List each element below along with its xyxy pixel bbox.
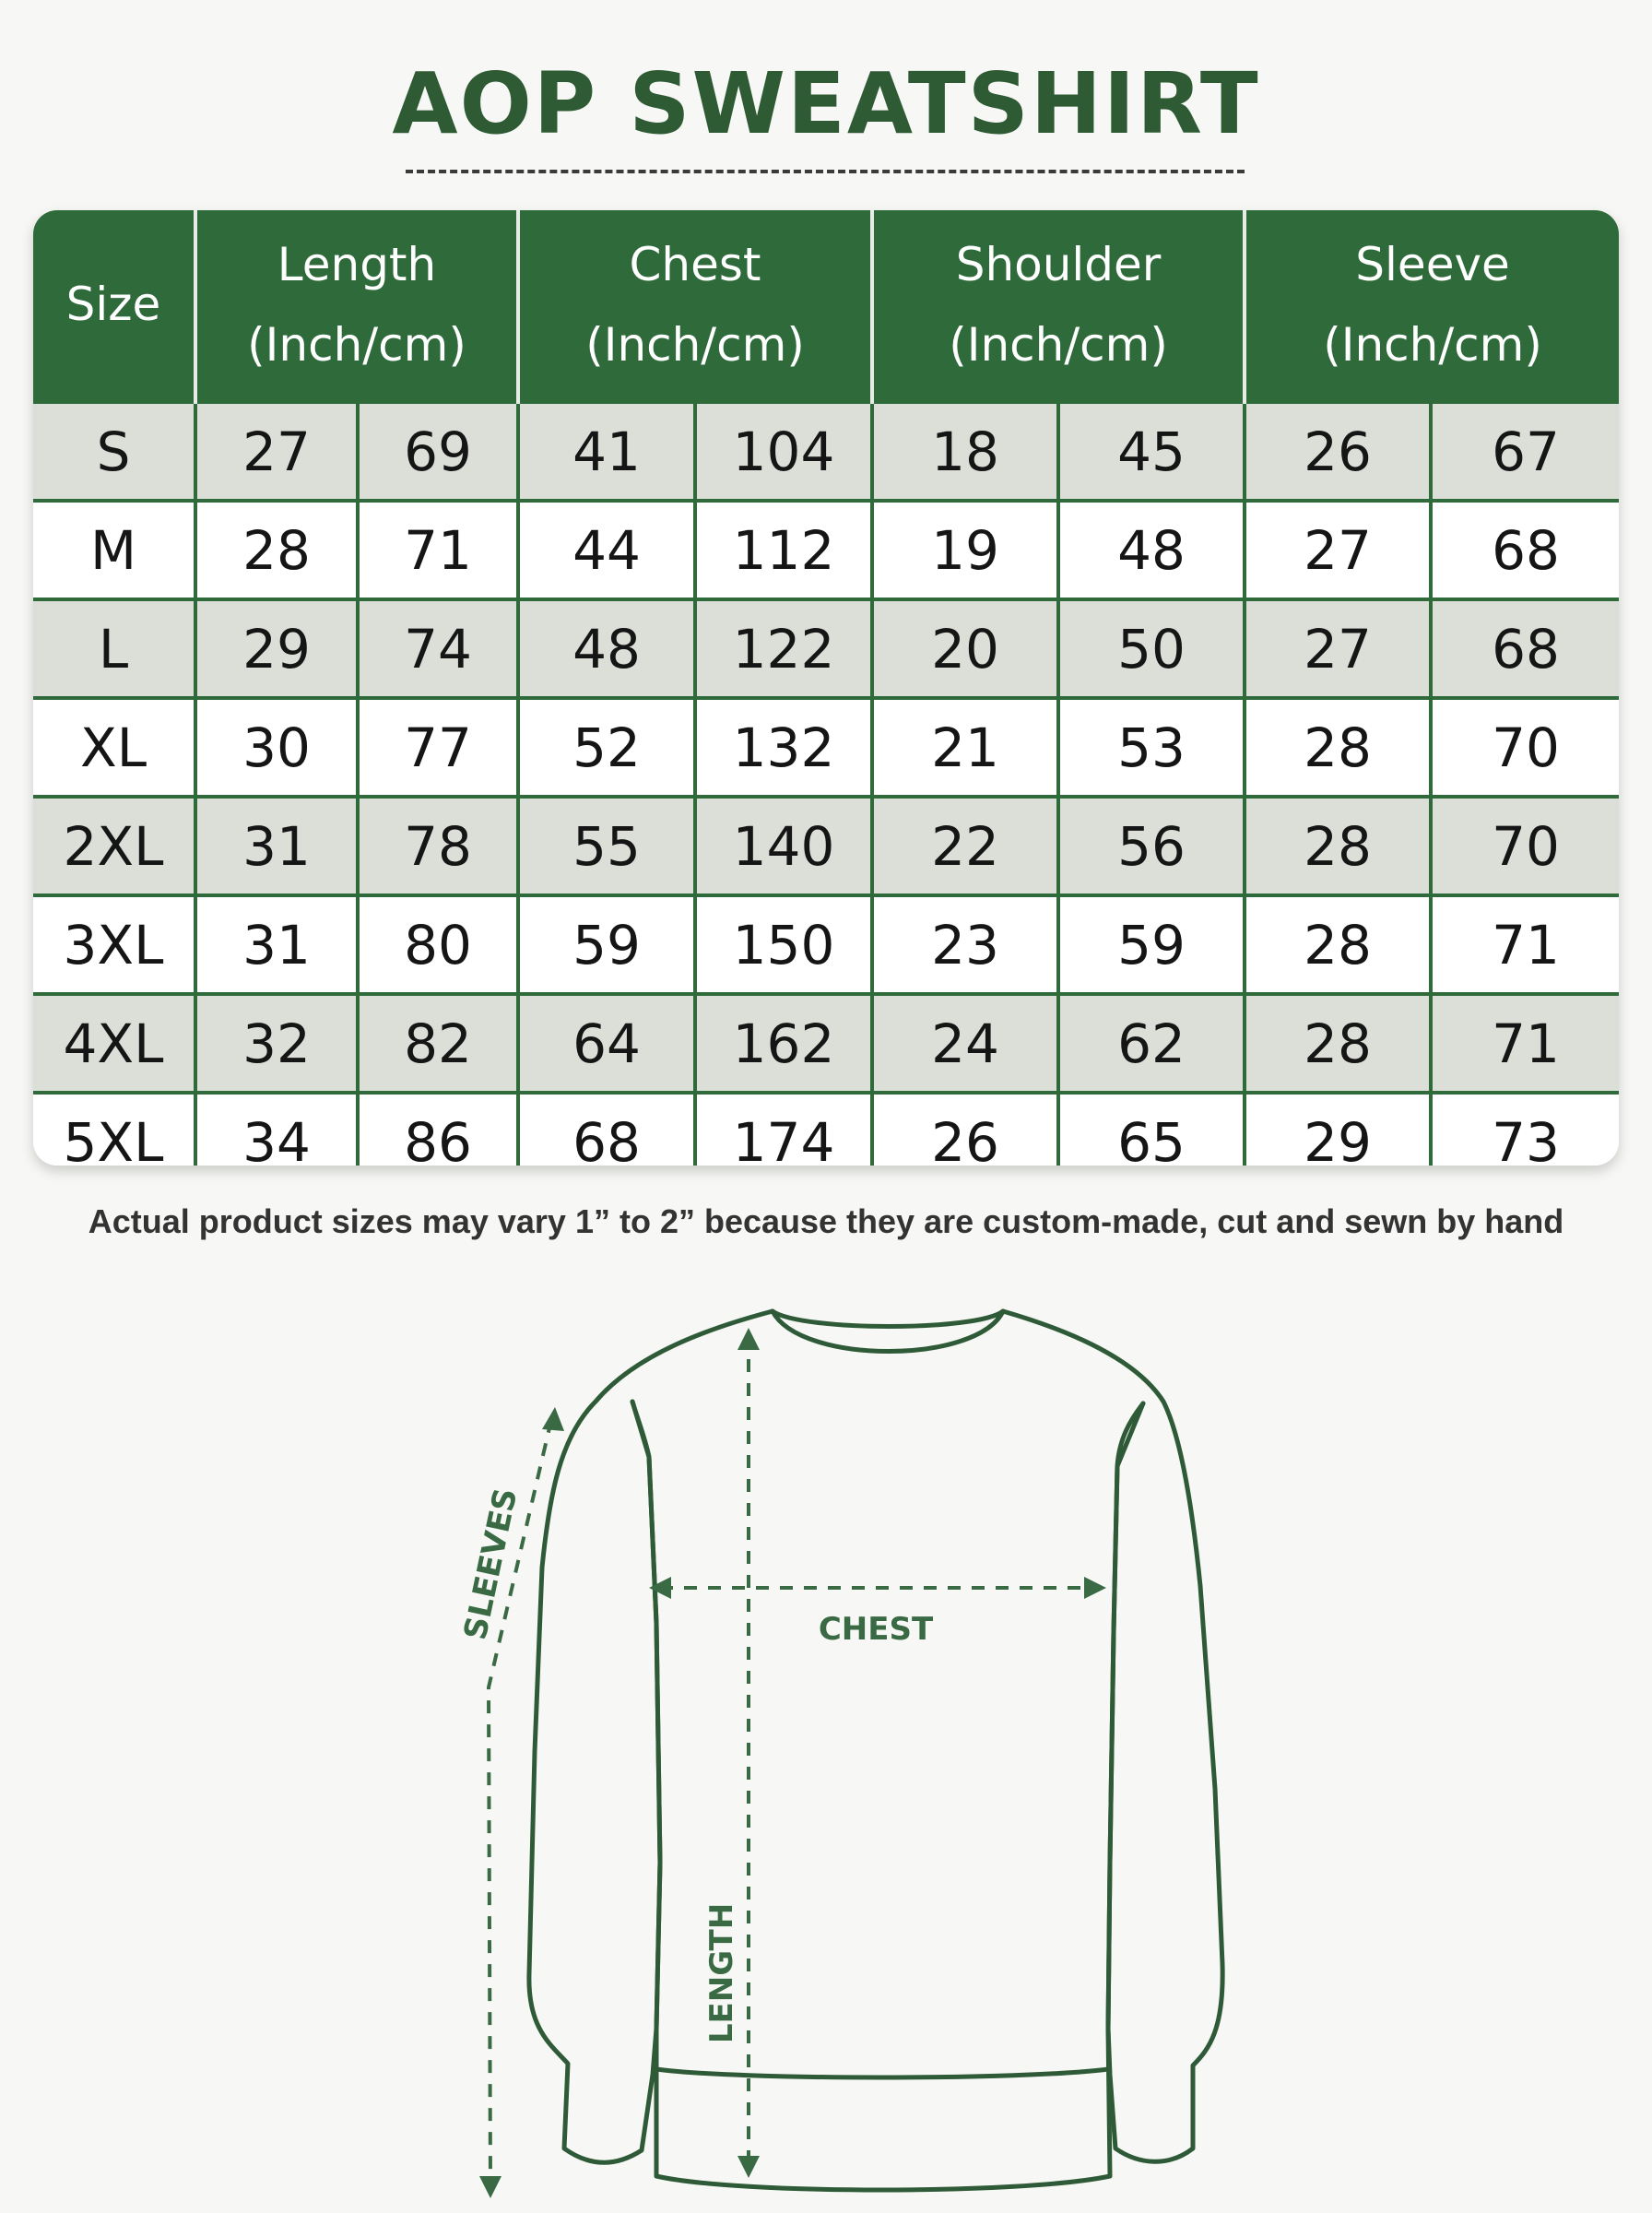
sleeve-arrow-top — [542, 1407, 564, 1431]
cell-size: 4XL — [33, 994, 195, 1093]
cell-chest-in: 41 — [518, 402, 695, 501]
cell-size: 3XL — [33, 895, 195, 994]
cell-sleeve-cm: 71 — [1431, 895, 1619, 994]
cell-shoulder-in: 20 — [872, 599, 1058, 698]
cell-chest-cm: 174 — [695, 1093, 872, 1166]
table-row — [33, 698, 1619, 797]
hem-band — [656, 2029, 1110, 2190]
header-sleeve-unit: (Inch/cm) — [1323, 318, 1542, 372]
header-length — [195, 210, 518, 402]
title-dashed-divider — [406, 170, 1245, 173]
collar-inner — [773, 1311, 1003, 1327]
header-chest-unit: (Inch/cm) — [585, 318, 805, 372]
cell-sleeve-in: 27 — [1245, 501, 1431, 599]
cell-length-in: 27 — [195, 402, 358, 501]
cell-chest-cm: 122 — [695, 599, 872, 698]
table-row — [33, 599, 1619, 698]
cell-length-cm: 74 — [358, 599, 518, 698]
header-sleeve-label: Sleeve — [1355, 237, 1510, 291]
cell-shoulder-in: 22 — [872, 797, 1058, 895]
torso-right-side — [1108, 1403, 1143, 2029]
cell-shoulder-in: 23 — [872, 895, 1058, 994]
cell-shoulder-in: 21 — [872, 698, 1058, 797]
cell-sleeve-cm: 71 — [1431, 994, 1619, 1093]
cell-sleeve-cm: 68 — [1431, 599, 1619, 698]
cell-shoulder-cm: 53 — [1058, 698, 1245, 797]
cell-chest-cm: 112 — [695, 501, 872, 599]
cell-chest-cm: 140 — [695, 797, 872, 895]
cell-chest-cm: 162 — [695, 994, 872, 1093]
cell-length-cm: 86 — [358, 1093, 518, 1166]
table-row — [33, 402, 1619, 501]
cell-length-in: 31 — [195, 797, 358, 895]
torso-left-side — [632, 1402, 660, 2029]
cell-shoulder-in: 26 — [872, 1093, 1058, 1166]
cell-sleeve-in: 28 — [1245, 895, 1431, 994]
cell-chest-cm: 132 — [695, 698, 872, 797]
cell-length-cm: 80 — [358, 895, 518, 994]
cell-chest-in: 52 — [518, 698, 695, 797]
cell-size: 2XL — [33, 797, 195, 895]
size-chart-table — [33, 210, 1619, 1166]
header-chest — [518, 210, 872, 402]
sweatshirt-measurement-diagram — [0, 1263, 1652, 2213]
cell-shoulder-in: 24 — [872, 994, 1058, 1093]
table-row — [33, 1093, 1619, 1166]
cell-length-cm: 78 — [358, 797, 518, 895]
cell-shoulder-cm: 56 — [1058, 797, 1245, 895]
cell-length-in: 30 — [195, 698, 358, 797]
chest-label: CHEST — [818, 1611, 934, 1648]
cell-chest-cm: 150 — [695, 895, 872, 994]
cell-shoulder-cm: 65 — [1058, 1093, 1245, 1166]
sleeves-label: SLEEVES — [456, 1485, 525, 1643]
cell-length-in: 34 — [195, 1093, 358, 1166]
cell-length-cm: 82 — [358, 994, 518, 1093]
cell-size: M — [33, 501, 195, 599]
collar-outer — [773, 1311, 1003, 1352]
cell-size: 5XL — [33, 1093, 195, 1166]
page-title: AOP SWEATSHIRT — [392, 54, 1260, 153]
length-label: LENGTH — [703, 1902, 740, 2044]
cell-sleeve-in: 28 — [1245, 698, 1431, 797]
header-length-label: Length — [277, 237, 437, 291]
cell-sleeve-cm: 73 — [1431, 1093, 1619, 1166]
cell-sleeve-in: 29 — [1245, 1093, 1431, 1166]
cell-sleeve-in: 27 — [1245, 599, 1431, 698]
cell-chest-in: 59 — [518, 895, 695, 994]
header-size-label: Size — [65, 278, 161, 332]
table-row — [33, 895, 1619, 994]
cell-chest-in: 68 — [518, 1093, 695, 1166]
size-chart-table-container — [33, 210, 1619, 1166]
chest-arrow-right — [1084, 1577, 1106, 1599]
table-row — [33, 501, 1619, 599]
cell-sleeve-cm: 68 — [1431, 501, 1619, 599]
cell-shoulder-cm: 62 — [1058, 994, 1245, 1093]
sleeve-arrow-bottom — [479, 2176, 502, 2198]
cell-length-in: 32 — [195, 994, 358, 1093]
hem-top-line — [656, 2069, 1108, 2077]
header-size — [33, 210, 195, 402]
length-arrow-top — [738, 1328, 760, 1350]
cell-size: XL — [33, 698, 195, 797]
cell-sleeve-in: 28 — [1245, 797, 1431, 895]
cell-chest-in: 64 — [518, 994, 695, 1093]
table-row — [33, 797, 1619, 895]
cell-length-in: 31 — [195, 895, 358, 994]
cell-chest-cm: 104 — [695, 402, 872, 501]
cell-chest-in: 44 — [518, 501, 695, 599]
header-shoulder-unit: (Inch/cm) — [949, 318, 1168, 372]
cell-sleeve-cm: 67 — [1431, 402, 1619, 501]
header-chest-label: Chest — [629, 237, 761, 291]
table-row — [33, 994, 1619, 1093]
header-length-unit: (Inch/cm) — [247, 318, 466, 372]
cell-shoulder-cm: 48 — [1058, 501, 1245, 599]
cell-shoulder-in: 18 — [872, 402, 1058, 501]
header-shoulder — [872, 210, 1245, 402]
cell-sleeve-cm: 70 — [1431, 698, 1619, 797]
cell-shoulder-in: 19 — [872, 501, 1058, 599]
cell-shoulder-cm: 45 — [1058, 402, 1245, 501]
cell-shoulder-cm: 59 — [1058, 895, 1245, 994]
cell-size: L — [33, 599, 195, 698]
header-shoulder-label: Shoulder — [955, 237, 1162, 291]
cell-length-cm: 69 — [358, 402, 518, 501]
table-header-row — [33, 210, 1619, 402]
cell-sleeve-in: 28 — [1245, 994, 1431, 1093]
cell-shoulder-cm: 50 — [1058, 599, 1245, 698]
length-arrow-bottom — [738, 2156, 760, 2178]
cell-chest-in: 55 — [518, 797, 695, 895]
cell-size: S — [33, 402, 195, 501]
cell-sleeve-in: 26 — [1245, 402, 1431, 501]
cell-length-in: 28 — [195, 501, 358, 599]
cell-length-cm: 77 — [358, 698, 518, 797]
cell-chest-in: 48 — [518, 599, 695, 698]
size-variance-note: Actual product sizes may vary 1” to 2” because they are custom-made, cut and sewn by hand — [88, 1202, 1564, 1240]
cell-length-in: 29 — [195, 599, 358, 698]
cell-length-cm: 71 — [358, 501, 518, 599]
cell-sleeve-cm: 70 — [1431, 797, 1619, 895]
header-sleeve — [1245, 210, 1619, 402]
